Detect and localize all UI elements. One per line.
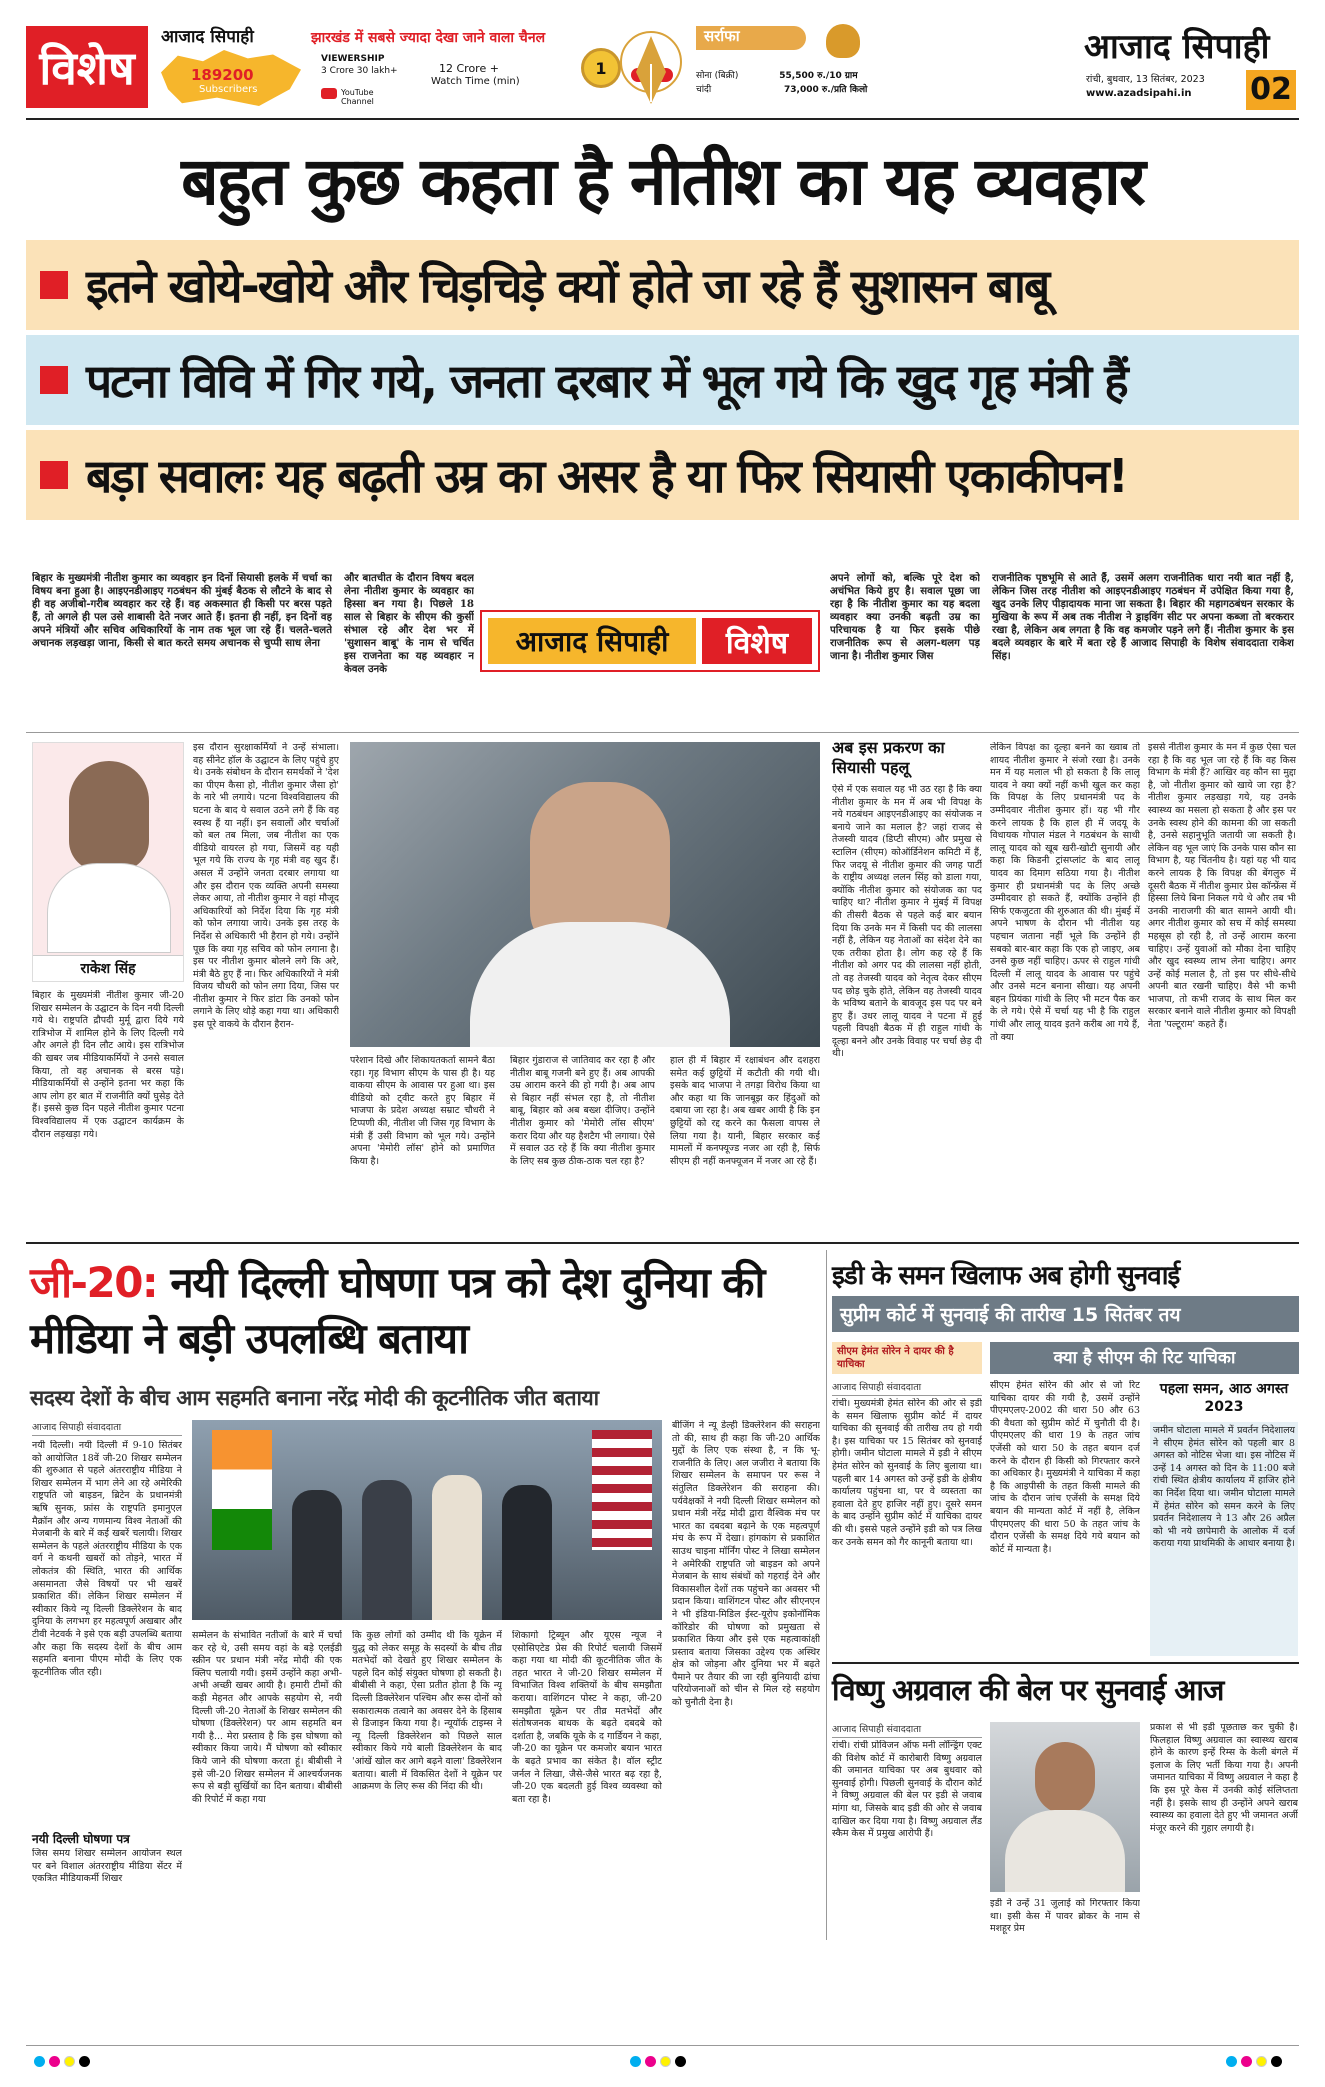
color-dot — [79, 2056, 90, 2067]
brand-right: विशेष — [702, 618, 812, 664]
paper-small-name: आजाद सिपाही — [161, 27, 254, 47]
g20-headline-rest: नयी दिल्ली घोषणा पत्र को देश दुनिया की मीडिया ने बड़ी उपलब्धि बताया — [30, 1258, 764, 1363]
subscriber-label: Subscribers — [199, 84, 258, 95]
story-col-2: इस दौरान सुरक्षाकर्मियों ने उन्हें संभाला। वह सीनेट हॉल के उद्घाटन के लिए पहुंचे हुए थे। उनके संबोधन के दौरान समर्थकों ने 'देश का पीएम कैसा हो, नीतीश कुमार जैसा हो' के नारे भी लगाये। पटना विश्वविद्यालय की घटना के बाद ये सवाल उठने लगे हैं कि वह स्वस्थ हैं या नहीं। इन सवालों और चर्चाओं को बल तब मिला, जब नीतीश का एक वीडियो वायरल हो गया, जिसमें वह यही भूल गये कि राज्य के गृह मंत्री वह खुद हैं। असल में उन्होंने जनता दरबार लगाया था और इस दौरान एक व्यक्ति अपनी समस्या लेकर आया, तो नीतीश कुमार ने वहां मौजूद अधिकारियों को निर्देश दिया कि गृह मंत्री को फोन लगाया जाये। उनके इस तरह के निर्देश से अधिकारी भी हैरान हो गये। उन्होंने पूछ कि क्या गृह सचिव को फोन लगाना है। इस पर नीतीश कुमार बोलने लगे कि अरे, मंत्री बैठे हुए हैं ना। फिर अधिकारियों ने मंत्री विजय चौधरी को फोन लगा दिया, जिस पर नीतीश कुमार ने फिर डांटा कि उनको फोन लगाने के लिए थोड़े कहा गया था। अधिकारी इस पूरे वाकये के दौरान हैरान- — [193, 742, 339, 1031]
color-dot — [1271, 2056, 1282, 2067]
deck-text: बड़ा सवालः यह बढ़ती उम्र का असर है या फिर सियासी एकाकीपन! — [86, 449, 1127, 503]
vishnu-body: रांची। रांची प्रोविजन ऑफ मनी लॉन्ड्रिंग एक्ट की विशेष कोर्ट में कारोबारी विष्णु अग्रवाल की जमानत याचिका पर अब बुधवार को सुनवाई होगी। पिछली सुनवाई के दौरान कोर्ट ने विष्णु अग्रवाल की बेल पर इडी से जवाब मांगा था, जिसके बाद इडी की ओर से जवाब दाखिल कर दिया गया है। विष्णु अग्रवाल लैंड स्कैम केस में प्रमुख आरोपी हैं। — [832, 1740, 982, 1840]
rate-row-silver — [696, 82, 921, 95]
g20-leaders-photo — [192, 1420, 662, 1620]
vishnu-body-2: इडी ने उन्हें 31 जुलाई को गिरफ्तार किया था। इसी केस में पावर ब्रोकर के नाम से मशहूर प्रेम — [990, 1898, 1140, 1935]
registration-dots-left — [34, 2052, 94, 2071]
subscriber-count: 189200 — [191, 66, 254, 84]
leader-figure — [292, 1490, 342, 1620]
nitish-photo — [350, 742, 820, 1047]
registration-dots-right — [1226, 2052, 1286, 2071]
ed-deck: सुप्रीम कोर्ट में सुनवाई की तारीख 15 सितंबर तय — [832, 1296, 1299, 1332]
story-col-6: ऐसे में एक सवाल यह भी उठ रहा है कि क्या नीतीश कुमार के मन में अब भी विपक्ष के नये गठबंधन आइएनडीआइए का संयोजक न बनाये जाने का मलाल है? जहां राजद से तेजस्वी यादव (डिप्टी सीएम) और प्रमुख से स्टालिन (सीएम) कोऑर्डिनेशन कमिटी में हैं, फिर जदयू से नीतीश कुमार की जगह पार्टी के राष्ट्रीय अध्यक्ष ललन सिंह को डाला गया, क्योंकि नीतीश कुमार को संयोजक का पद चाहिए था? नीतीश कुमार ने मुंबई में विपक्ष की तीसरी बैठक से पहले कई बार बयान दिया कि उनके मन में किसी पद की लालसा नहीं है, लेकिन यह नेताओं का संदेश देने का एक तरीका होता है। लोग कह रहे हैं कि नीतीश को अगर पद की लालसा नहीं होती, तो वह तेजस्वी यादव को नेतृत्व देकर सीएम पद छोड़ चुके होते, लेकिन वह तेजस्वी यादव के भविष्य बताने के बावजूद इस पद पर बने हुए हैं। उधर लालू यादव ने पटना में हुई पहली विपक्षी बैठक में ही राहुल गांधी के दूल्हा बनने और उनके विवाह पर चर्चा छेड़ दी थी। — [832, 784, 982, 1060]
g20-col-3: कि कुछ लोगों को उम्मीद थी कि यूक्रेन में युद्ध को लेकर समूह के सदस्यों के बीच तीव्र मतभेदों को देखते हुए शिखर सम्मेलन के पहले दिन कोई संयुक्त घोषणा हो सकती है। बीबीसी ने कहा, ऐसा प्रतीत होता है कि न्यू दिल्ली डिक्लेरेशन पश्चिम और रूस दोनों को सकारात्मक तत्वाने का अवसर देने के हिसाब से डिजाइन किया गया है। न्यूयॉर्क टाइम्स ने न्यू दिल्ली डिक्लेरेशन को पिछले साल स्वीकार किये गये बाली डिक्लेरेशन के बाद 'आंखें खोल कर आगे बढ़ने वाला' डिक्लेरेशन बताया। बाली में विकसित देशों ने यूक्रेन पर आक्रमण के लिए रूस की निंदा की थी। — [352, 1630, 502, 1793]
footer-rule — [26, 2045, 1299, 2046]
story-col-8: इससे नीतीश कुमार के मन में कुछ ऐसा चल रहा है कि वह भूल जा रहे हैं कि वह किस विभाग के मंत्री हैं? आखिर वह कौन सा मुद्दा है, जो नीतीश कुमार को खाये जा रहा है? नीतीश कुमार लड़खड़ा गये, यह उनके स्वास्थ्य का मसला हो सकता है और इस पर उनके स्वस्थ होने की कामना की जा सकती है, उनसे सहानुभूति जतायी जा सकती है। लेकिन वह भूल जाएं कि उनके पास कौन सा विभाग है, यह चिंतनीय है। यहां यह भी याद करने लायक है कि विपक्ष की बेंगलुरु में दूसरी बैठक में नीतीश कुमार प्रेस कॉन्फ्रेंस में हिस्सा लिये बिना निकल गये थे और तब भी उनकी नाराजगी की बात सामने आयी थी। अगर नीतीश कुमार को सच में कोई समस्या महसूस हो रही है, तो उन्हें आराम करना चाहिए। उन्हें युवाओं को मौका देना चाहिए और खुद स्वस्थ्य लाभ लेना चाहिए। अगर उन्हें कोई मलाल है, तो इस पर सीधे-सीधे अपनी बात रखनी चाहिए। वैसे भी कभी भाजपा, तो कभी राजद के साथ मिल कर सरकार बनाने वाले नीतीश कुमार को विपक्षी नेता 'पल्टूराम' कहते हैं। — [1148, 742, 1296, 1031]
rate-item: चांदी — [696, 85, 712, 95]
author-name: राकेश सिंह — [33, 955, 183, 981]
color-dot — [1241, 2056, 1252, 2067]
story-col-1: बिहार के मुख्यमंत्री नीतीश कुमार जी-20 शिखर सम्मेलन के उद्घाटन के दिन नयी दिल्ली गये थे। राष्ट्रपति द्रौपदी मुर्मू द्वारा दिये गये रात्रिभोज में शामिल होने के लिए दिल्ली गये और अगले ही दिन लौट आये। इस रात्रिभोज की खबर जब मीडियाकर्मियों ने उनसे सवाल किया, तो वह अचानक से बरस पड़े। मीडियाकर्मियों से उन्होंने इतना भर कहा कि आप लोग हर बात में राजनीति क्यों घुसेड़ देते हैं। इससे कुछ दिन पहले नीतीश कुमार पटना विश्वविद्यालय में एक उद्घाटन कार्यक्रम के दौरान लड़खड़ा गये। — [32, 990, 184, 1140]
vishnu-face — [1035, 1742, 1095, 1814]
watch-time-value: 12 Crore + — [439, 62, 499, 75]
deck-text: इतने खोये-खोये और चिड़चिड़े क्यों होते जा रहे हैं सुशासन बाबू — [86, 259, 1049, 313]
side-heading: अब इस प्रकरण का सियासी पहलू — [832, 738, 945, 777]
color-dot — [630, 2056, 641, 2067]
story-col-4: बिहार गुंडाराज से जातिवाद कर रहा है और नीतीश बाबू गजनी बने हुए हैं। अब आपकी उम्र आराम करने की हो गयी है। अब आप से बिहार नहीं संभल रहा है, तो नीतीश बाबू, बिहार को अब बख्श दीजिए। उन्होंने नीतीश कुमार को 'मेमोरी लॉस सीएम' करार दिया और यह हैशटैग भी लगाया। ऐसे में सवाल उठ रहे हैं कि क्या नीतीश कुमार के लिए सब कुछ ठीक-ठाक चल रहा है? — [510, 1055, 655, 1167]
brand-left: आजाद सिपाही — [488, 618, 696, 664]
color-dot — [1226, 2056, 1237, 2067]
vishnu-photo — [990, 1722, 1140, 1892]
red-bullet — [40, 461, 68, 489]
ed-box-title: क्या है सीएम की रिट याचिका — [990, 1342, 1299, 1374]
website: www.azadsipahi.in — [1086, 88, 1192, 99]
paper-name: आजाद सिपाही — [1084, 27, 1270, 67]
color-dot — [49, 2056, 60, 2067]
g20-byline: आजाद सिपाही संवाददाता — [32, 1420, 182, 1436]
top-story-headline: बहुत कुछ कहता है नीतीश का यह व्यवहार — [181, 143, 1144, 220]
pen-logo — [616, 24, 686, 112]
color-dot — [34, 2056, 45, 2067]
g20-col-1b: जिस समय शिखर सम्मेलन आयोजन स्थल पर बने विशाल अंतरराष्ट्रीय मीडिया सेंटर में एकत्रित मीडियाकर्मी शिखर — [32, 1848, 182, 1885]
g20-col-1: नयी दिल्ली। नयी दिल्ली में 9-10 सितंबर को आयोजित 18वें जी-20 शिखर सम्मेलन की शुरुआत से पहले अंतरराष्ट्रीय मीडिया ने शिखर सम्मेलन में भाग लेने आ रहे अमेरिकी राष्ट्रपति जो बाइडन, ब्रिटेन के प्रधानमंत्री ऋषि सुनक, फ्रांस के राष्ट्रपति इमानुएल मैक्रॉन और अन्य गणमान्य विश्व नेताओं की मेजबानी के बारे में कई खबरें चलायी। शिखर सम्मेलन के पहले अंतरराष्ट्रीय मीडिया के एक वर्ग ने कथनी खबरों को तोड़ने, भारत में लोकतंत्र की स्थिति, भारत की आर्थिक असमानता जैसे विषयों पर भी खबरें प्रकाशित कीं। लेकिन शिखर सम्मेलन में स्वीकार किये न्यू दिल्ली डिक्लेरेशन के बाद दुनिया के लगभग हर महत्वपूर्ण अखबार और टीवी नेटवर्क ने इसे एक बड़ी उपलब्धि बताया और कहा कि सदस्य देशों के बीच आम सहमति बनाना पीएम मोदी के लिए एक कूटनीतिक जीत रही। — [32, 1440, 182, 1678]
color-dot — [1256, 2056, 1267, 2067]
ed-side-body: जमीन घोटाला मामले में प्रवर्तन निदेशालय ने सीएम हेमंत सोरेन को पहली बार 8 अगस्त को नोटिस भेजा था। इस नोटिस में उन्हें 14 अगस्त को दिन के 11:00 बजे रांची स्थित क्षेत्रीय कार्यालय में हाजिर होने का निर्देश दिया था। जमीन घोटाला मामले में हेमंत सोरेन को समन करने के लिए प्रवर्तन निदेशालय ने 13 और 26 अप्रैल को भी नये छापेमारी के आलोक में दर्ज कराया गया प्राथमिकी के आधार बनाया है। — [1150, 1422, 1298, 1656]
medal-icon: 1 — [581, 48, 621, 88]
intro-right: अपने लोगों को, बल्कि पूरे देश को अचंभित किये हुए है। सवाल पूछा जा रहा है कि नीतीश कुमार का यह बदला व्यवहार क्या उनकी बढ़ती उम्र का परिचायक है या फिर इसके पीछे राजनीतिक रूप से अलग-थलग पड़ जाना है। नीतीश कुमार जिस — [830, 572, 980, 662]
ed-byline: आजाद सिपाही संवाददाता — [832, 1380, 982, 1396]
color-dot — [64, 2056, 75, 2067]
g20-col-2: सम्मेलन के संभावित नतीजों के बारे में चर्चा कर रहे थे, उसी समय वहां के बड़े एलईडी स्क्रीन पर प्रधान मंत्री नरेंद्र मोदी की एक क्लिप चलायी गयी। इसमें उन्होंने कहा अभी-अभी अच्छी खबर आयी है। हमारी टीमों की कड़ी मेहनत और आपके सहयोग से, नयी दिल्ली जी-20 नेताओं के शिखर सम्मेलन की घोषणा (डिक्लेरेशन) पर आम सहमति बन गयी है... मेरा प्रस्ताव है कि इस घोषणा को स्वीकार किया जाये। मैं घोषणा को स्वीकार किये जाने की घोषणा करता हूं। बीबीसी ने इसे जी-20 शिखर सम्मेलन में आश्चर्यजनक रूप से बड़ी सुर्खियों का दिन बताया। बीबीसी की रिपोर्ट में कहा गया — [192, 1630, 342, 1805]
flag — [592, 1430, 652, 1550]
rate-item: सोना — [696, 71, 712, 81]
deck-line-2 — [26, 335, 1299, 425]
vishnu-byline: आजाद सिपाही संवाददाता — [832, 1722, 982, 1738]
bullion-rates — [696, 24, 921, 110]
story-col-3: परेशान दिखे और शिकायतकर्ता सामने बैठा रहा। गृह विभाग सीएम के पास ही है। यह वाकया सीएम के आवास पर हुआ था। इस वीडियो को ट्वीट करते हुए बिहार में भाजपा के प्रदेश अध्यक्ष सम्राट चौधरी ने टिप्पणी की, नीतीश जी जिस गृह विभाग के मंत्री हैं उसी विभाग को भूल गये। उन्होंने अपना 'मेमोरी लॉस' होने को प्रमाणित किया है। — [350, 1055, 495, 1167]
leader-figure — [502, 1485, 552, 1620]
red-bullet — [40, 271, 68, 299]
story-col-7: लेकिन विपक्ष का दूल्हा बनने का ख्वाब तो शायद नीतीश कुमार ने संजो रखा है। उनके मन में यह मलाल भी हो सकता है कि लालू यादव ने क्या क्यों नहीं कभी खुल कर कहा कि विपक्ष के लिए प्रधानमंत्री पद के उम्मीदवार नीतीश कुमार हों। यह भी गौर करने लायक है कि हाल ही में जदयू के विधायक गोपाल मंडल ने गठबंधन के साथी लालू यादव को खूब खरी-खोटी सुनायी और कहा कि किडनी ट्रांसप्लांट के बाद लालू यादव का दिमाग सठिया गया है। नीतीश कुमार ही प्रधानमंत्री पद के लिए अच्छे उम्मीदवार हो सकते हैं, क्योंकि उन्होंने ही सिर्फ एकजुटता की शुरुआत की थी। मुंबई में अपने भाषण के दौरान भी नीतीश यह पहचान जताना नहीं भूले कि उन्होंने ही सबको बार-बार कहा कि एक हो जाइए, अब उनसे कुछ नहीं चाहिए। ऊपर से राहुल गांधी दिल्ली में लालू यादव के आवास पर पहुंचे और उनसे मटन बनाना सीखा। यह अपनी बहन प्रियंका गांधी के लिए भी मटन पैक कर के ले गये। ऐसे में चर्चा यह भी है कि राहुल गांधी और लालू यादव इतने करीब आ गये हैं, तो क्या — [990, 742, 1140, 1043]
channel-tagline: झारखंड में सबसे ज्यादा देखा जाने वाला चैनल — [311, 30, 546, 46]
ed-box-body: सीएम हेमंत सोरेन की ओर से जो रिट याचिका दायर की गयी है, उसमें उन्होंने पीएमएलए-2002 की धारा 50 और 63 की वैधता को सुप्रीम कोर्ट में चुनौती दी है। पीएमएलए की धारा 19 के तहत जांच एजेंसी को धारा 50 के तहत बयान दर्ज करने के दौरान ही किसी को गिरफ्तार करने का अधिकार है। मुख्यमंत्री ने याचिका में कहा है कि आइपीसी के तहत किसी मामले की जांच के दौरान जांच एजेंसी के समक्ष दिये बयान की मान्यता कोर्ट में नहीं है, लेकिन पीएमएलए की धारा 50 के तहत जांच के दौरान एजेंसी के समक्ष दिये गये बयान को कोर्ट में मान्यता है। — [990, 1380, 1140, 1555]
flag — [212, 1430, 272, 1550]
bullion-title: सर्राफा — [696, 26, 806, 50]
deck-line-3 — [26, 430, 1299, 520]
g20-headline — [30, 1255, 820, 1375]
author-photo — [32, 742, 184, 982]
registration-dots-mid — [630, 2052, 690, 2071]
g20-col-4: शिकागो ट्रिब्यून और यूएस न्यूज ने एसोसिएटेड प्रेस की रिपोर्ट चलायी जिसमें कहा गया था मोदी की कूटनीतिक जीत के तहत भारत ने जी-20 शिखर सम्मेलन में विभाजित विश्व शक्तियों के बीच समझौता कराया। वाशिंगटन पोस्ट ने कहा, जी-20 समझौता यूक्रेन पर तीव्र मतभेदों और संतोषजनक बाधक के बढ़ते दबदबे को दर्शाता है, जबकि यूके के द गार्डियन ने कहा, जी-20 का यूक्रेन पर कमजोर बयान भारत के बढ़ते प्रभाव का संकेत है। वॉल स्ट्रीट जर्नल ने लिखा, जैसे-जैसे भारत बढ़ रहा है, जी-20 एक बदलती हुई विश्व व्यवस्था को बता रहा है। — [512, 1630, 662, 1805]
ed-body: रांची। मुख्यमंत्री हेमंत सोरेन की ओर से इडी के समन खिलाफ सुप्रीम कोर्ट में दायर याचिका की सुनवाई की तारीख तय हो गयी है। इस याचिका पर 15 सितंबर को सुनवाई होगी। जमीन घोटाला मामले में इडी ने सीएम हेमंत सोरेन को सुनवाई के लिए बुलाया था। पहली बार 14 अगस्त को उन्हें इडी के क्षेत्रीय कार्यालय पहुंचना था, पर वे व्यस्तता का हवाला देते हुए हाजिर नहीं हुए। दूसरे समन के बाद उन्होंने सुप्रीम कोर्ट में याचिका दायर की थी। इससे पहले उन्होंने इडी को पत्र लिख कर उनके समन को गैर कानूनी बताया था। — [832, 1398, 982, 1548]
viewership-label: VIEWERSHIP — [321, 54, 385, 64]
ed-side-head: पहला समन, आठ अगस्त 2023 — [1159, 1381, 1289, 1415]
divider — [832, 1662, 1299, 1664]
vishnu-body-shape — [1005, 1810, 1125, 1892]
intro-mid-bottom — [344, 672, 804, 728]
watch-time-label: Watch Time (min) — [431, 76, 520, 87]
intro-left: बिहार के मुख्यमंत्री नीतीश कुमार का व्यवहार इन दिनों सियासी हलके में चर्चा का विषय बना हुआ है। आइएनडीआइए गठबंधन की मुंबई बैठक से लौटने के बाद से ही वह अजीबो-गरीब व्यवहार कर रहे हैं। वह अकस्मात ही किसी पर बरस पड़ते हैं, तो अगले ही पल उसे शाबासी देते नजर आते हैं। इतना ही नहीं, इन दिनों वह अपने मंत्रियों और सचिव अधिकारियों के नाम तक भूल जा रहे हैं। चलते-चलते अचानक लड़खड़ा जाना, किसी से बात करते समय अचानक से चुप्पी साध लेना — [32, 572, 332, 649]
color-dot — [660, 2056, 671, 2067]
masthead — [26, 20, 1299, 120]
g20-headline-prefix: जी-20: — [30, 1258, 158, 1307]
author-body — [47, 863, 171, 953]
dateline: रांची, बुधवार, 13 सितंबर, 2023 — [1086, 74, 1205, 85]
youtube-label: YouTube Channel — [341, 88, 374, 106]
channel-promo — [161, 24, 691, 112]
viewership-value: 3 Crore 30 lakh+ — [321, 66, 398, 76]
red-bullet — [40, 366, 68, 394]
story-col-5: हाल ही में बिहार में रक्षाबंधन और दशहरा समेत कई छुट्टियों में कटौती की गयी थी। इसके बाद भाजपा ने तगड़ा विरोध किया था और कहा था कि जानबूझ कर हिंदुओं को दबाया जा रहा है। अब खबर आयी है कि इन छुट्टियों को रद्द करने का फैसला वापस ले लिया गया है। यानी, बिहार सरकार कई मामलों में कनफ्यूज्ड नजर आ रही है, सिर्फ सीएम ही नहीं कनफ्यूजन में नजर आ रहे हैं। — [670, 1055, 820, 1167]
g20-subhead-2: नयी दिल्ली घोषणा पत्र — [32, 1832, 130, 1846]
section-divider — [26, 1242, 1299, 1244]
rate-row-gold — [696, 68, 921, 81]
column-divider — [826, 1250, 827, 1940]
color-dot — [675, 2056, 686, 2067]
g20-col-5: बीजिंग ने न्यू डेल्ही डिक्लेरेशन की सराहना तो की, साथ ही कहा कि जी-20 आर्थिक मुद्दों के लिए एक संस्था है, न कि भू-राजनीति के लिए। अल जजीरा ने बताया कि शिखर सम्मेलन के समापन पर रूस ने संतुलित डिक्लेरेशन की सराहना की। पर्यवेक्षकों ने नयी दिल्ली शिखर सम्मेलन को प्रधान मंत्री नरेंद्र मोदी द्वारा वैश्विक मंच पर भारत का दबदबा बढ़ाने के एक महत्वपूर्ण मंच के रूप में देखा। हांगकांग से प्रकाशित साउथ चाइना मॉर्निंग पोस्ट ने लिखा सम्मेलन ने अमेरिकी राष्ट्रपति जो बाइडन को अपने मेजबान के साथ संबंधों को गहराई देने और विकासशील देशों तक पहुंचने का अवसर भी प्रदान किया। वाशिंगटन पोस्ट और सीएनएन ने भी इंडिया-मिडिल ईस्ट-यूरोप इकोनॉमिक कॉरिडोर की घोषणा को प्रमुखता से प्रकाशित किया और इसे एक महत्वाकांक्षी प्रस्ताव बताया जिसका उद्देश्य एक अस्थिर क्षेत्र को जोड़ना और दुनिया भर में बढ़ते पैमाने पर तैयार की जा रही बुनियादी ढांचा परियोजनाओं को चीन से मिल रहे सहयोग को चुनौती देना है। — [672, 1420, 820, 1709]
fountain-pen-icon — [616, 24, 686, 112]
leader-figure — [362, 1480, 412, 1620]
page-number: 02 — [1246, 70, 1296, 110]
rate-type: (बिक्री) — [714, 71, 739, 81]
rate-price: 55,500 रु./10 ग्राम — [779, 71, 858, 81]
deck-text: पटना विवि में गिर गये, जनता दरबार में भूल गये कि खुद गृह मंत्री हैं — [86, 354, 1127, 408]
vishnu-headline: विष्णु अग्रवाल की बेल पर सुनवाई आज — [832, 1673, 1224, 1707]
rate-price: 73,000 रु./प्रति किलो — [784, 85, 868, 95]
vishnu-body-3: प्रकाश से भी इडी पूछताछ कर चुकी है। फिलहाल विष्णु अग्रवाल का स्वास्थ्य खराब होने के कारण इन्हें रिम्स के केली बंगले में इलाज के लिए भर्ती किया गया है। अपनी जमानत याचिका में विष्णु अग्रवाल ने कहा है कि इस पूरे केस में उनकी कोई संलिप्तता नहीं है। इसके साथ ही उन्होंने अपने खराब स्वास्थ्य का हवाला देते हुए भी जमानत अर्जी मंजूर करने की गुहार लगायी है। — [1150, 1722, 1298, 1834]
ed-tag: सीएम हेमंत सोरेन ने दायर की है याचिका — [832, 1342, 982, 1374]
gold-bag-icon — [826, 24, 860, 58]
section-badge: विशेष — [26, 26, 148, 108]
brand-box — [480, 610, 820, 672]
author-silhouette — [69, 761, 149, 871]
divider — [26, 732, 1299, 733]
photo-subject-body — [470, 922, 730, 1047]
g20-subhead: सदस्य देशों के बीच आम सहमति बनाना नरेंद्र मोदी की कूटनीतिक जीत बताया — [30, 1386, 599, 1410]
intro-mid: और बातचीत के दौरान विषय बदल लेना नीतीश कुमार के व्यवहार का हिस्सा बन गया है। पिछले 18 साल से बिहार के सीएम की कुर्सी संभाल रहे और देश भर में 'सुशासन बाबू' के नाम से चर्चित इस राजनेता का यह व्यवहार न केवल उनके — [344, 572, 474, 675]
leader-figure — [432, 1475, 482, 1620]
intro-far: राजनीतिक पृष्ठभूमि से आते हैं, उसमें अलग राजनीतिक धारा नयी बात नहीं है, लेकिन जिस तरह नीतीश को आइएनडीआइए गठबंधन में उपेक्षित किया गया है, खुद उनके लिए पीड़ादायक माना जा सकता है। बिहार की महागठबंधन सरकार के मुखिया के रूप में अब तक नीतीश ने ड्राइविंग सीट पर अपना कब्जा तो बरकरार रखा है, लेकिन अब लगता है कि वह कमजोर पड़ने लगे हैं। नीतीश कुमार के इस बदले व्यवहार के बारे में बता रहे हैं आजाद सिपाही के विशेष संवाददाता राकेश सिंह। — [992, 572, 1294, 662]
ed-headline: इडी के समन खिलाफ अब होगी सुनवाई — [832, 1261, 1180, 1291]
color-dot — [645, 2056, 656, 2067]
youtube-icon — [321, 88, 337, 99]
deck-line-1 — [26, 240, 1299, 330]
